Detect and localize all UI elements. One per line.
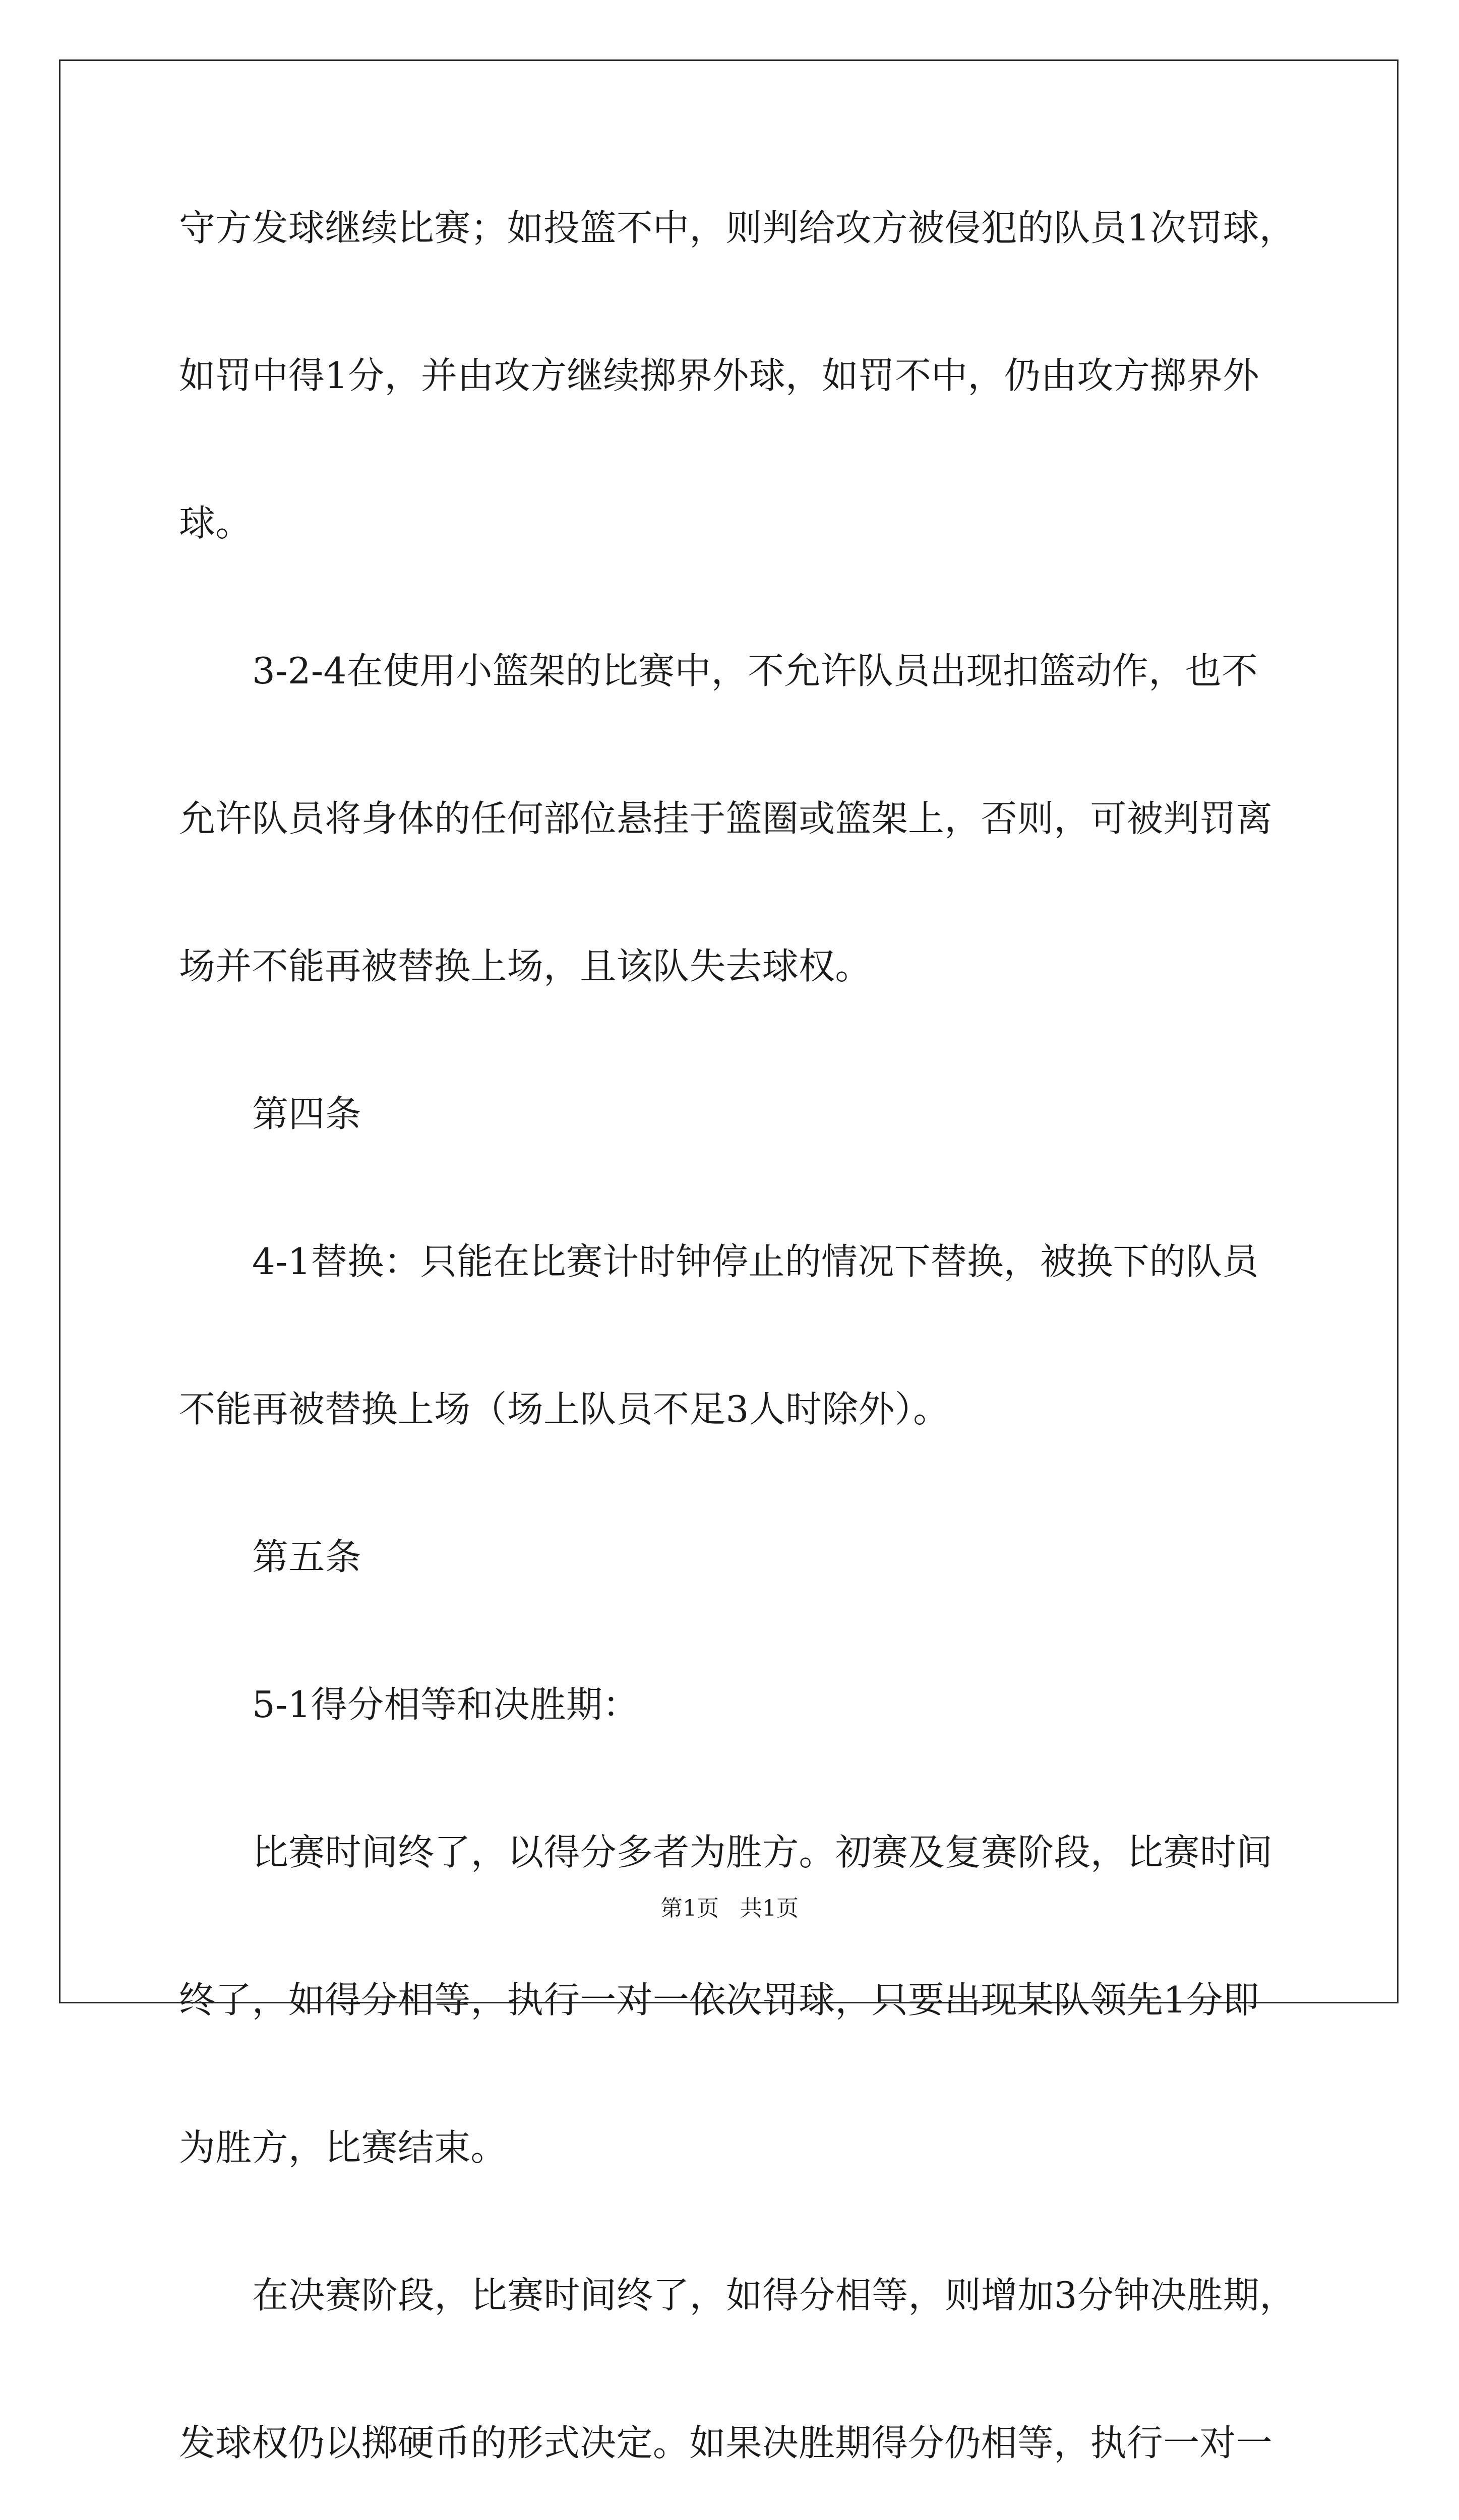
text-line: 场并不能再被替换上场，且该队失去球权。 <box>179 945 872 987</box>
text-line: 球。 <box>179 502 252 544</box>
text-line: 允许队员将身体的任何部位悬挂于篮圈或篮架上，否则，可被判罚离 <box>179 797 1273 840</box>
text-line: 在决赛阶段，比赛时间终了，如得分相等，则增加3分钟决胜期， <box>252 2274 1296 2316</box>
text-line: 5-1得分相等和决胜期： <box>252 1683 639 1726</box>
text-line: 不能再被替换上场（场上队员不足3人时除外）。 <box>179 1388 950 1430</box>
text-line: 3-2-4在使用小篮架的比赛中，不允许队员出现扣篮动作，也不 <box>252 650 1258 692</box>
text-line: 第五条 <box>252 1536 361 1578</box>
text-line: 第四条 <box>252 1093 361 1135</box>
text-line: 终了，如得分相等，执行一对一依次罚球，只要出现某队领先1分即 <box>179 1979 1259 2021</box>
text-line: 为胜方，比赛结束。 <box>179 2126 507 2169</box>
document-body <box>179 189 1296 2520</box>
page-footer: 第1页 共1页 <box>660 1896 799 1921</box>
text-line: 守方发球继续比赛；如投篮不中，则判给攻方被侵犯的队员1次罚球， <box>179 207 1296 249</box>
text-line: 比赛时间终了，以得分多者为胜方。初赛及复赛阶段，比赛时间 <box>252 1831 1273 1873</box>
text-line: 发球权仍以掷硬币的形式决定。如果决胜期得分仍相等，执行一对一 <box>179 2422 1273 2464</box>
text-line: 4-1替换：只能在比赛计时钟停止的情况下替换，被换下的队员 <box>252 1240 1259 1283</box>
text-line: 如罚中得1分，并由攻方继续掷界外球，如罚不中，仍由攻方掷界外 <box>179 354 1259 397</box>
